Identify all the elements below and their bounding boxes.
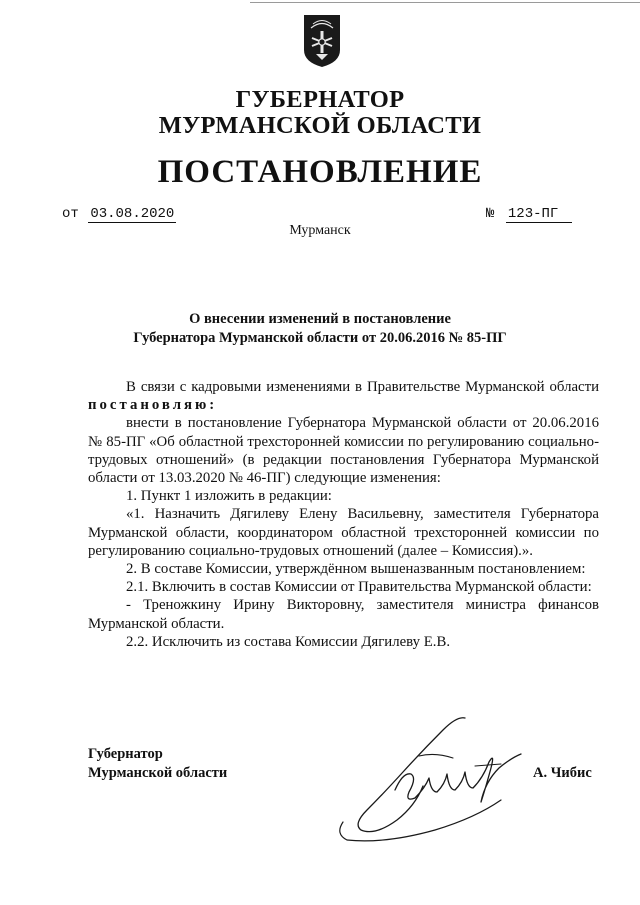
document-number: 123-ПГ [506,206,572,223]
paragraph-item-2-1: 2.1. Включить в состав Комиссии от Правительства Мурманской области: [126,579,592,596]
paragraph-item-2-1-person: - Треножкину Ирину Викторовну, заместителя министра финансов Мурманской области. [88,597,599,632]
header-line-governor: ГУБЕРНАТОР [235,86,405,113]
date-row [62,206,176,223]
paragraph-item-2-2: 2.2. Исключить из состава Комиссии Дягилеву Е.В. [126,633,451,650]
subject-line-1: О внесении изменений в постановление [189,311,451,327]
paragraph-item-1: 1. Пункт 1 изложить в редакции: [126,488,332,505]
city: Мурманск [289,223,351,238]
number-prefix: № [486,206,495,222]
signatory-title-line-2: Мурманской области [88,765,228,781]
handwritten-signature [325,712,535,844]
coat-of-arms-icon [303,14,341,68]
header-line-region: МУРМАНСКОЙ ОБЛАСТИ [158,112,482,139]
number-row [486,206,572,223]
document-type-title: ПОСТАНОВЛЕНИЕ [157,154,483,190]
top-border-line [250,2,640,3]
signatory-title [88,745,227,783]
paragraph-preamble [88,378,599,414]
document-date: 03.08.2020 [90,206,175,222]
signatory-name: А. Чибис [533,765,592,781]
paragraph-amend: внести в постановление Губернатора Мурманской области от 20.06.2016 № 85-ПГ «Об областной трехсторонней комиссии по регулированию социально-трудовых отношений» (в редакции постановления Губернатора Мурманской области от 13.03.2020 № 46-ПГ) следующие изменения: [88,415,599,487]
document-subject [0,310,640,348]
subject-line-2: Губернатора Мурманской области от 20.06.2016 № 85-ПГ [133,330,507,346]
preamble-text: В связи с кадровыми изменениями в Правительстве Мурманской области [126,379,599,395]
signatory-title-line-1: Губернатор [88,746,163,762]
paragraph-item-2: 2. В составе Комиссии, утверждённом вышеназванным постановлением: [126,561,586,578]
paragraph-item-1-text: «1. Назначить Дягилеву Елену Васильевну, заместителя Губернатора Мурманской области, координатором областной трехсторонней комиссии по регулированию социально-трудовых отношений (далее – Комиссия).». [88,506,599,559]
document-body [88,378,599,651]
date-prefix: от [62,206,79,222]
resolve-word: постановляю: [88,397,218,414]
